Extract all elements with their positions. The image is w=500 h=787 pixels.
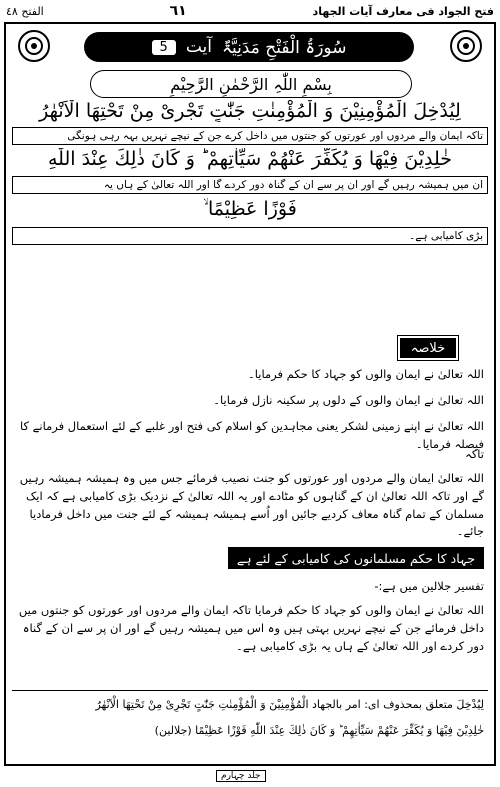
arabic-commentary-1: لِیُدْخِلَ متعلق بمحذوف ای: امر بالجهاد الْمُؤْمِنِیْنَ وَ الْمُؤْمِنٰتِ جَنّٰتٍ تَجْرِیْ مِنْ تَحْتِهَا الْاَنْهٰرُ (95, 698, 484, 711)
section-heading: جہاد کا حکم مسلمانوں کی کامیابی کے لئے ہے (228, 547, 484, 569)
right-rosette-icon (448, 28, 484, 64)
section-intro: تفسیر جلالین میں ہے:- (374, 579, 484, 593)
page-header (0, 0, 500, 22)
verse-line-3: فَوْزًا عَظِیْمًا ۙ (203, 198, 297, 220)
ayah-label: آیت (185, 37, 212, 57)
book-title: فتح الجواد فی معارف آیات الجهاد (312, 4, 494, 18)
summary-point-3: اللہ تعالیٰ نے اپنے زمینی لشکر یعنی مجاہدین کو اسلام کی فتح اور غلبے کے لئے استعمال فرمانے کا فیصلہ فرمایا۔ (20, 419, 484, 451)
verse-line-1: لِیُدْخِلَ الْمُؤْمِنِیْنَ وَ الْمُؤْمِنٰتِ جَنّٰتٍ تَجْرِیْ مِنْ تَحْتِهَا الْاَنْهٰرُ (39, 100, 461, 122)
summary-point-5: اللہ تعالیٰ ایمان والے مردوں اور عورتوں کو جنت نصیب فرمائے جس میں وہ ہمیشہ ہمیشہ رہیں گے اور تاکہ اللہ تعالیٰ ان کے گناہوں کو مٹادے اور یہ اللہ تعالیٰ کے نزدیک بڑی کامیابی ہے کہ ایک مسلمان کے تمام گناہ معاف کردیے جائیں اور اُسے ہمیشہ ہمیشہ کے لئے جنت میں داخل فرمادیا جائے۔ (19, 471, 484, 539)
volume-label: جلد چہارم (216, 770, 266, 782)
summary-point-4: تاکہ (465, 447, 484, 461)
section-paragraph: اللہ تعالیٰ نے ایمان والوں کو جہاد کا حکم فرمایا تاکہ ایمان والے مردوں اور عورتوں کو جنتوں میں داخل فرمائے جن کے نیچے نہریں بہتی ہیں وہ اس میں ہمیشہ رہیں گے اور ان پر سے ان کے گناہ دور کردے اور اللہ تعالیٰ کے ہاں یہ بڑی کامیابی ہے۔ (18, 603, 484, 653)
arabic-commentary-2: خٰلِدِیْنَ فِیْهَا وَ یُكَفِّرَ عَنْهُمْ سَیِّاٰتِهِمْ ؕ وَ كَانَ ذٰلِكَ عِنْدَ اللّٰهِ فَوْزًا عَظِیْمًا (جلالین) (154, 724, 484, 737)
page-number: ٦١ (169, 3, 187, 19)
summary-point-2: اللہ تعالیٰ نے ایمان والوں کے دلوں پر سکینہ نازل فرمایا۔ (213, 393, 484, 407)
surah-reference: الفتح ٤٨ (6, 4, 44, 18)
summary-point-1: اللہ تعالیٰ نے ایمان والوں کو جہاد کا حکم فرمایا۔ (248, 367, 484, 381)
left-rosette-icon (16, 28, 52, 64)
summary-tag: خلاصہ (398, 336, 458, 360)
bismillah: بِسْمِ اللّٰہِ الرَّحْمٰنِ الرَّحِیْمِ (90, 70, 412, 98)
verse-line-2: خٰلِدِیْنَ فِیْهَا وَ یُكَفِّرَ عَنْهُمْ سَیِّاٰتِهِمْ ؕ وَ كَانَ ذٰلِكَ عِنْدَ اللّٰهِ (47, 148, 453, 170)
translation-line-2: ان میں ہمیشہ رہیں گے اور ان پر سے ان کے گناہ دور کردے گا اور اللہ تعالیٰ کے ہاں یہ (12, 176, 488, 194)
surah-name: سُورَۃُ الْفَتْحِ مَدَنِیَّۃٌ (221, 37, 347, 58)
divider (12, 690, 488, 691)
translation-line-1: تاکہ ایمان والے مردوں اور عورتوں کو جنتوں میں داخل کرے جن کے نیچے نہریں بہہ رہی ہونگی (12, 127, 488, 145)
translation-line-3: بڑی کامیابی ہے۔ (12, 227, 488, 245)
ayah-number: 5 (152, 40, 176, 55)
surah-title-band (84, 32, 414, 62)
